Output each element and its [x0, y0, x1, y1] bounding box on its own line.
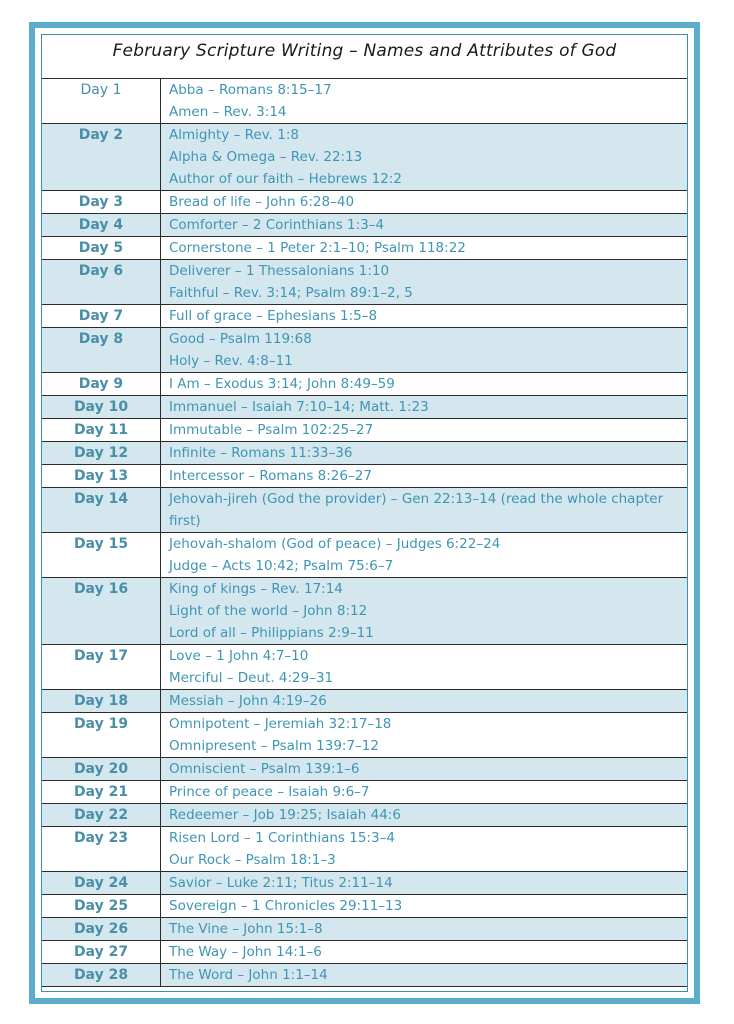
scripture-entries — [161, 488, 687, 532]
day-label: Day 6 — [42, 260, 161, 304]
scripture-entries — [161, 578, 687, 644]
scripture-entries — [161, 396, 687, 418]
scripture-entry: Intercessor – Romans 8:26–27 — [169, 468, 372, 484]
scripture-entries — [161, 872, 687, 894]
scripture-entry: Omnipresent – Psalm 139:7–12 — [169, 738, 379, 754]
scripture-entry: Deliverer – 1 Thessalonians 1:10 — [169, 263, 390, 279]
day-label: Day 8 — [42, 328, 161, 372]
day-label: Day 15 — [42, 533, 161, 577]
table-row — [42, 395, 687, 418]
scripture-entries — [161, 713, 687, 757]
scripture-entries — [161, 373, 687, 395]
scripture-entries — [161, 918, 687, 940]
day-label: Day 28 — [42, 964, 161, 986]
day-label: Day 17 — [42, 645, 161, 689]
day-label: Day 25 — [42, 895, 161, 917]
table-row — [42, 372, 687, 395]
scripture-entry: Immanuel – Isaiah 7:10–14; Matt. 1:23 — [169, 399, 429, 415]
table-row — [42, 780, 687, 803]
day-label: Day 11 — [42, 419, 161, 441]
scripture-schedule-table — [42, 78, 687, 987]
table-row — [42, 826, 687, 871]
scripture-entry: Messiah – John 4:19–26 — [169, 693, 327, 709]
day-label: Day 10 — [42, 396, 161, 418]
scripture-entries — [161, 214, 687, 236]
table-row — [42, 304, 687, 327]
table-row — [42, 327, 687, 372]
day-label: Day 23 — [42, 827, 161, 871]
scripture-entries — [161, 328, 687, 372]
day-label: Day 20 — [42, 758, 161, 780]
scripture-entry: Bread of life – John 6:28–40 — [169, 194, 355, 210]
scripture-entry: Omnipotent – Jeremiah 32:17–18 — [169, 716, 392, 732]
day-label: Day 26 — [42, 918, 161, 940]
scripture-entries — [161, 191, 687, 213]
table-row — [42, 894, 687, 917]
day-label: Day 19 — [42, 713, 161, 757]
table-row — [42, 532, 687, 577]
page-frame — [29, 22, 700, 1004]
table-row — [42, 712, 687, 757]
scripture-entry: Risen Lord – 1 Corinthians 15:3–4 — [169, 830, 395, 846]
scripture-entries — [161, 237, 687, 259]
table-row — [42, 236, 687, 259]
scripture-entry: Holy – Rev. 4:8–11 — [169, 353, 293, 369]
day-label: Day 5 — [42, 237, 161, 259]
scripture-entry: Jehovah-shalom (God of peace) – Judges 6:22–24 — [169, 536, 501, 552]
scripture-entries — [161, 442, 687, 464]
scripture-entries — [161, 804, 687, 826]
scripture-entries — [161, 781, 687, 803]
day-label: Day 3 — [42, 191, 161, 213]
day-label: Day 27 — [42, 941, 161, 963]
day-label: Day 1 — [42, 79, 161, 123]
scripture-entries — [161, 758, 687, 780]
scripture-entry: Judge – Acts 10:42; Psalm 75:6–7 — [169, 558, 394, 574]
table-row — [42, 689, 687, 712]
table-row — [42, 213, 687, 236]
scripture-entry: Prince of peace – Isaiah 9:6–7 — [169, 784, 370, 800]
scripture-entry: Infinite – Romans 11:33–36 — [169, 445, 353, 461]
day-label: Day 24 — [42, 872, 161, 894]
scripture-entry: The Word – John 1:1–14 — [169, 967, 328, 983]
scripture-entry: Comforter – 2 Corinthians 1:3–4 — [169, 217, 385, 233]
scripture-entries — [161, 419, 687, 441]
scripture-entry: Good – Psalm 119:68 — [169, 331, 312, 347]
day-label: Day 7 — [42, 305, 161, 327]
scripture-entry: The Vine – John 15:1–8 — [169, 921, 323, 937]
scripture-entry: Merciful – Deut. 4:29–31 — [169, 670, 334, 686]
scripture-entry: Almighty – Rev. 1:8 — [169, 127, 299, 143]
scripture-entries — [161, 79, 687, 123]
scripture-entry: Jehovah-jireh (God the provider) – Gen 22:13–14 (read the whole chapter first) — [169, 491, 664, 529]
scripture-entry: Amen – Rev. 3:14 — [169, 104, 287, 120]
day-label: Day 14 — [42, 488, 161, 532]
document-panel — [41, 34, 688, 992]
scripture-entries — [161, 260, 687, 304]
day-label: Day 18 — [42, 690, 161, 712]
table-row — [42, 803, 687, 826]
scripture-entry: I Am – Exodus 3:14; John 8:49–59 — [169, 376, 395, 392]
scripture-entries — [161, 941, 687, 963]
scripture-entry: Savior – Luke 2:11; Titus 2:11–14 — [169, 875, 393, 891]
scripture-entry: Faithful – Rev. 3:14; Psalm 89:1–2, 5 — [169, 285, 413, 301]
scripture-entry: Lord of all – Philippians 2:9–11 — [169, 625, 374, 641]
scripture-entry: Our Rock – Psalm 18:1–3 — [169, 852, 336, 868]
scripture-entry: Abba – Romans 8:15–17 — [169, 82, 332, 98]
table-row — [42, 464, 687, 487]
scripture-entries — [161, 305, 687, 327]
table-row — [42, 190, 687, 213]
day-label: Day 13 — [42, 465, 161, 487]
scripture-entries — [161, 124, 687, 190]
scripture-entries — [161, 533, 687, 577]
table-row — [42, 963, 687, 987]
day-label: Day 12 — [42, 442, 161, 464]
table-row — [42, 487, 687, 532]
day-label: Day 4 — [42, 214, 161, 236]
scripture-entry: King of kings – Rev. 17:14 — [169, 581, 343, 597]
table-row — [42, 871, 687, 894]
scripture-entry: Author of our faith – Hebrews 12:2 — [169, 171, 402, 187]
scripture-entries — [161, 964, 687, 986]
table-row — [42, 577, 687, 644]
day-label: Day 16 — [42, 578, 161, 644]
day-label: Day 21 — [42, 781, 161, 803]
scripture-entry: Light of the world – John 8:12 — [169, 603, 368, 619]
scripture-entry: Sovereign – 1 Chronicles 29:11–13 — [169, 898, 403, 914]
table-row — [42, 123, 687, 190]
scripture-entries — [161, 690, 687, 712]
scripture-entries — [161, 895, 687, 917]
table-row — [42, 418, 687, 441]
table-row — [42, 940, 687, 963]
day-label: Day 9 — [42, 373, 161, 395]
table-row — [42, 757, 687, 780]
table-row — [42, 917, 687, 940]
scripture-entries — [161, 827, 687, 871]
scripture-entry: Love – 1 John 4:7–10 — [169, 648, 309, 664]
table-row — [42, 441, 687, 464]
table-row — [42, 644, 687, 689]
day-label: Day 22 — [42, 804, 161, 826]
scripture-entries — [161, 645, 687, 689]
scripture-entries — [161, 465, 687, 487]
table-row — [42, 259, 687, 304]
scripture-entry: Immutable – Psalm 102:25–27 — [169, 422, 374, 438]
page-title: February Scripture Writing – Names and Attributes of God — [112, 41, 617, 61]
scripture-entry: The Way – John 14:1–6 — [169, 944, 322, 960]
scripture-entry: Redeemer – Job 19:25; Isaiah 44:6 — [169, 807, 401, 823]
day-label: Day 2 — [42, 124, 161, 190]
table-row — [42, 78, 687, 123]
scripture-entry: Full of grace – Ephesians 1:5–8 — [169, 308, 378, 324]
scripture-entry: Alpha & Omega – Rev. 22:13 — [169, 149, 363, 165]
scripture-entry: Omniscient – Psalm 139:1–6 — [169, 761, 360, 777]
scripture-entry: Cornerstone – 1 Peter 2:1–10; Psalm 118:22 — [169, 240, 466, 256]
